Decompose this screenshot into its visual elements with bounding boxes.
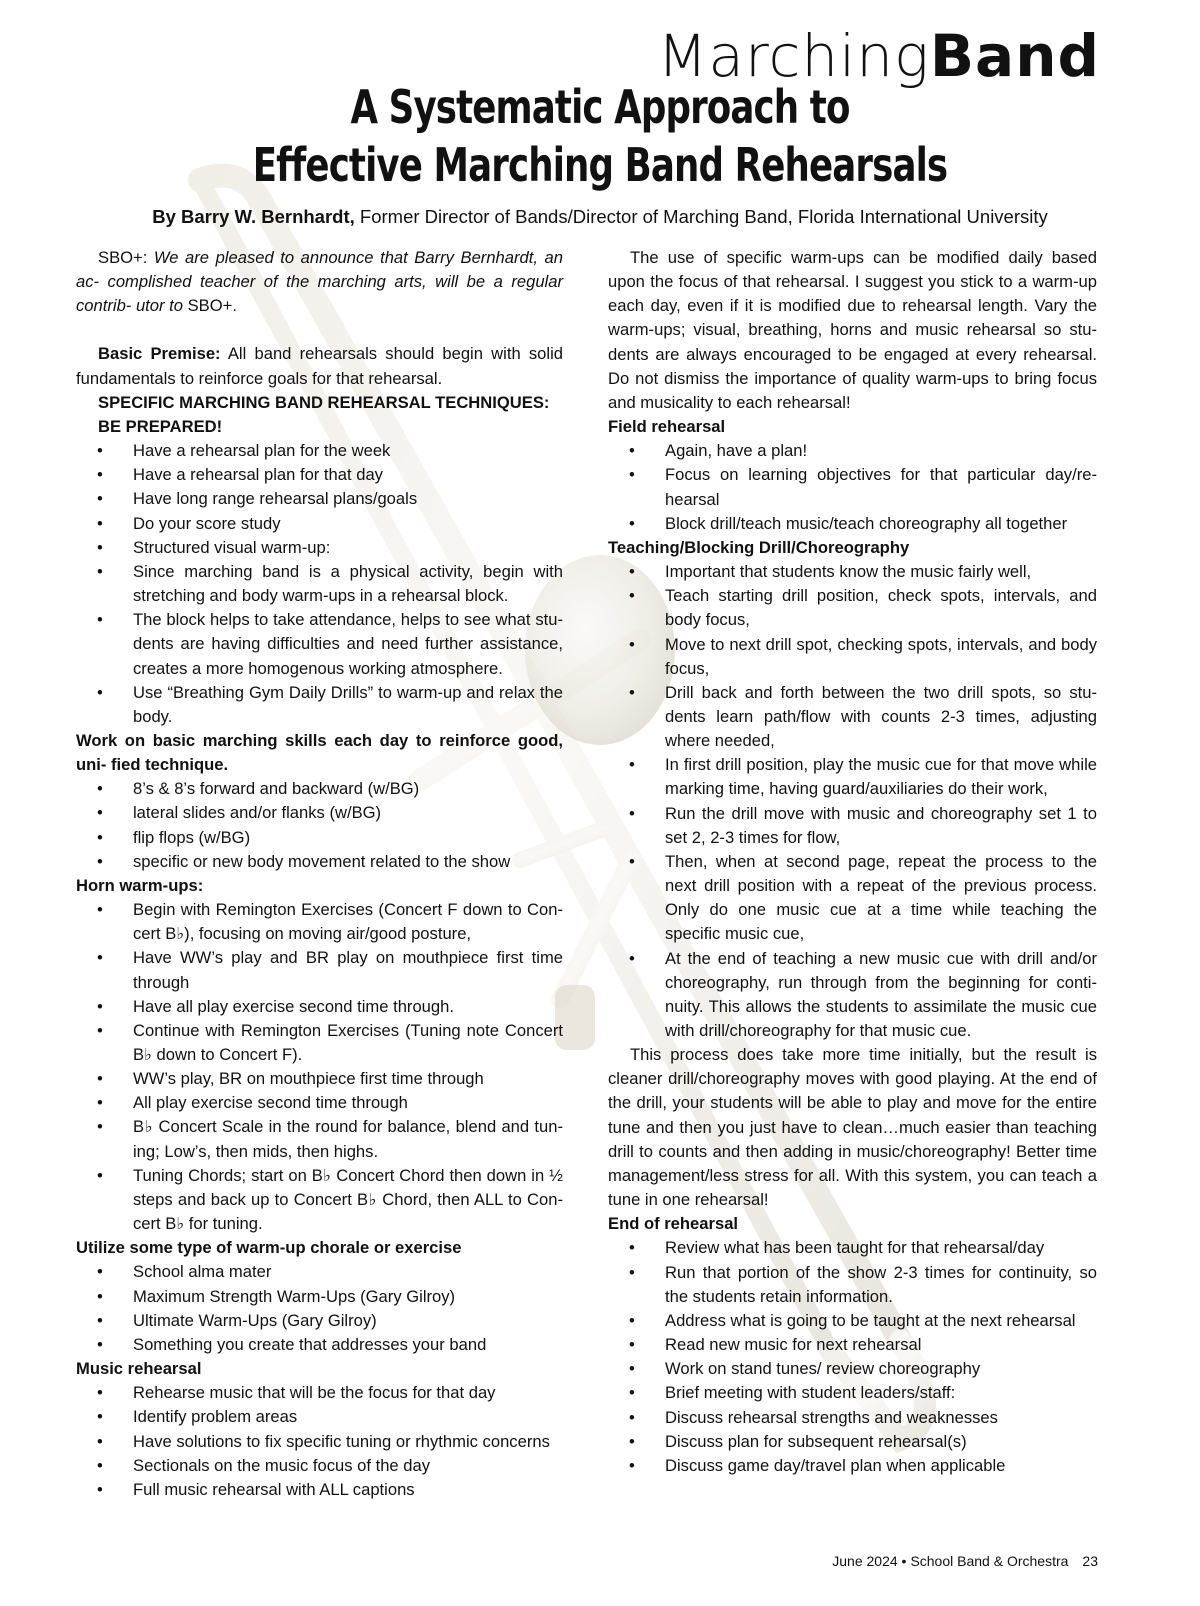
intro-prefix: SBO+: — [98, 248, 154, 267]
list-item: • Full music rehearsal with ALL captions — [76, 1478, 563, 1502]
list-item: • Important that students know the music fairly well, — [608, 560, 1097, 584]
teaching-list — [608, 560, 1097, 1043]
list-item: • School alma mater — [76, 1260, 563, 1284]
list-item: • Structured visual warm-up: — [76, 536, 563, 560]
premise-text: All band rehearsals should begin with solid fundamentals to reinforce goals for that rehearsal. — [76, 344, 563, 388]
intro-paragraph — [76, 246, 563, 318]
warmup-paragraph: The use of specific warm-ups can be modified daily based upon the focus of that rehearsal. I suggest you stick to a warm-up each day, even if it is modified due to rehearsal length. Vary the warm-ups; visual, breathing, horns and music rehearsal so stu- dents are always encouraged to be engaged at every rehearsal. Do not dismiss the importance of quality warm-ups to bring focus and musicality to each rehearsal! — [608, 248, 1097, 412]
list-item: • Rehearse music that will be the focus for that day — [76, 1381, 563, 1405]
list-item: • specific or new body movement related to the show — [76, 850, 563, 874]
list-item: • Continue with Remington Exercises (Tuning note Concert B♭ down to Concert F). — [76, 1019, 563, 1067]
byline — [0, 206, 1200, 228]
list-item: • In first drill position, play the music cue for that move while marking time, having guard/auxiliaries do their work, — [608, 753, 1097, 801]
list-item: • Move to next drill spot, checking spots, intervals, and body focus, — [608, 633, 1097, 681]
music-list — [76, 1381, 563, 1502]
premise-label: Basic Premise: — [98, 344, 221, 364]
list-item: • Discuss rehearsal strengths and weaknesses — [608, 1406, 1097, 1430]
list-item: • 8’s & 8’s forward and backward (w/BG) — [76, 777, 563, 801]
list-item: • Read new music for next rehearsal — [608, 1333, 1097, 1357]
list-item: • Use “Breathing Gym Daily Drills” to warm-up and relax the body. — [76, 681, 563, 729]
list-item: • Teach starting drill position, check spots, intervals, and body focus, — [608, 584, 1097, 632]
page-number: 23 — [1082, 1553, 1098, 1569]
list-item: • Run the drill move with music and choreography set 1 to set 2, 2-3 times for flow, — [608, 802, 1097, 850]
intro-italic: We are pleased to announce that Barry Bernhardt, an ac- complished teacher of the marching arts, will be a regular contrib- utor to — [76, 248, 563, 316]
list-item: • The block helps to take attendance, helps to see what stu- dents are having difficulties and need further assistance, creates a more homogenous working atmosphere. — [76, 608, 563, 680]
right-column — [608, 246, 1097, 1478]
list-item: • Run that portion of the show 2-3 times for continuity, so the students retain information. — [608, 1261, 1097, 1309]
process-paragraph: This process does take more time initially, but the result is cleaner drill/choreography moves with good playing. At the end of the drill, your students will be able to play and move for the entire tune and then you just have to clean…much easier than teaching drill to counts and then adding in music/choreography! Better time management/less stress for all. With this system, you can teach a tune in one rehearsal! — [608, 1045, 1097, 1210]
list-item: • B♭ Concert Scale in the round for balance, blend and tun- ing; Low’s, then mids, then highs. — [76, 1115, 563, 1163]
end-list — [608, 1236, 1097, 1478]
title-line-1: A Systematic Approach to — [350, 80, 850, 134]
list-item: • WW’s play, BR on mouthpiece first time through — [76, 1067, 563, 1091]
list-item: • Have long range rehearsal plans/goals — [76, 487, 563, 511]
list-item: • Focus on learning objectives for that particular day/re- hearsal — [608, 463, 1097, 511]
prepared-list — [76, 439, 563, 729]
list-item: • Discuss plan for subsequent rehearsal(s) — [608, 1430, 1097, 1454]
list-item: • Begin with Remington Exercises (Concert F down to Con- cert B♭), focusing on moving air/good posture, — [76, 898, 563, 946]
byline-author: By Barry W. Bernhardt, — [152, 206, 355, 227]
list-item: • Drill back and forth between the two drill spots, so stu- dents learn path/flow with counts 2-3 times, adjusting where needed, — [608, 681, 1097, 753]
list-item: • All play exercise second time through — [76, 1091, 563, 1115]
title-line-2: Effective Marching Band Rehearsals — [252, 138, 948, 192]
list-item: • Brief meeting with student leaders/staff: — [608, 1381, 1097, 1405]
list-item: • Have all play exercise second time through. — [76, 995, 563, 1019]
page-footer — [828, 1553, 1098, 1569]
list-item: • Have WW’s play and BR play on mouthpiece first time through — [76, 946, 563, 994]
basic-skills-list — [76, 777, 563, 874]
list-item: • flip flops (w/BG) — [76, 826, 563, 850]
list-item: • At the end of teaching a new music cue with drill and/or choreography, run through from the beginning for conti- nuity. This allows the students to assimilate the music cue with drill/choreography for that music cue. — [608, 947, 1097, 1044]
field-list — [608, 439, 1097, 536]
techniques-heading: SPECIFIC MARCHING BAND REHEARSAL TECHNIQUES: — [98, 392, 550, 412]
teaching-heading: Teaching/Blocking Drill/Choreography — [608, 537, 910, 557]
list-item: • Work on stand tunes/ review choreography — [608, 1357, 1097, 1381]
article-title — [0, 78, 1200, 194]
list-item: • Then, when at second page, repeat the process to the next drill position with a repeat of the previous process. Only do one music cue at a time while teaching the specific music cue, — [608, 850, 1097, 947]
chorale-list — [76, 1260, 563, 1357]
list-item: • Block drill/teach music/teach choreography all together — [608, 512, 1097, 536]
horn-list — [76, 898, 563, 1236]
list-item: • Maximum Strength Warm-Ups (Gary Gilroy) — [76, 1285, 563, 1309]
byline-role: Former Director of Bands/Director of Marching Band, Florida International University — [354, 206, 1048, 227]
list-item: • Since marching band is a physical activity, begin with stretching and body warm-ups in a rehearsal block. — [76, 560, 563, 608]
section-label-light: Marching — [657, 22, 930, 90]
end-heading: End of rehearsal — [608, 1214, 739, 1234]
list-item: • Have a rehearsal plan for the week — [76, 439, 563, 463]
section-label-bold: Band — [929, 22, 1100, 90]
list-item: • Discuss game day/travel plan when applicable — [608, 1454, 1097, 1478]
list-item: • Have solutions to fix specific tuning or rhythmic concerns — [76, 1430, 563, 1454]
list-item: • Do your score study — [76, 512, 563, 536]
list-item: • Have a rehearsal plan for that day — [76, 463, 563, 487]
list-item: • Review what has been taught for that rehearsal/day — [608, 1236, 1097, 1260]
list-item: • Identify problem areas — [76, 1405, 563, 1429]
list-item: • Sectionals on the music focus of the day — [76, 1454, 563, 1478]
intro-suffix: SBO+. — [182, 296, 237, 316]
chorale-heading: Utilize some type of warm-up chorale or exercise — [76, 1238, 462, 1258]
list-item: • Address what is going to be taught at the next rehearsal — [608, 1309, 1097, 1333]
horn-heading: Horn warm-ups: — [76, 875, 204, 895]
prepared-heading: BE PREPARED! — [98, 416, 223, 436]
field-heading: Field rehearsal — [608, 417, 726, 437]
list-item: • Ultimate Warm-Ups (Gary Gilroy) — [76, 1309, 563, 1333]
premise-paragraph — [76, 342, 563, 390]
list-item: • Tuning Chords; start on B♭ Concert Chord then down in ½ steps and back up to Concert B♭ Chord, then ALL to Con- cert B♭ for tuning. — [76, 1164, 563, 1236]
basic-skills-heading: Work on basic marching skills each day to reinforce good, uni- fied technique. — [76, 730, 563, 775]
left-column — [76, 246, 563, 1502]
footer-publication: School Band & Orchestra — [910, 1553, 1069, 1569]
list-item: • Again, have a plan! — [608, 439, 1097, 463]
list-item: • Something you create that addresses your band — [76, 1333, 563, 1357]
music-heading: Music rehearsal — [76, 1359, 202, 1379]
list-item: • lateral slides and/or flanks (w/BG) — [76, 801, 563, 825]
footer-date: June 2024 • — [832, 1553, 907, 1569]
